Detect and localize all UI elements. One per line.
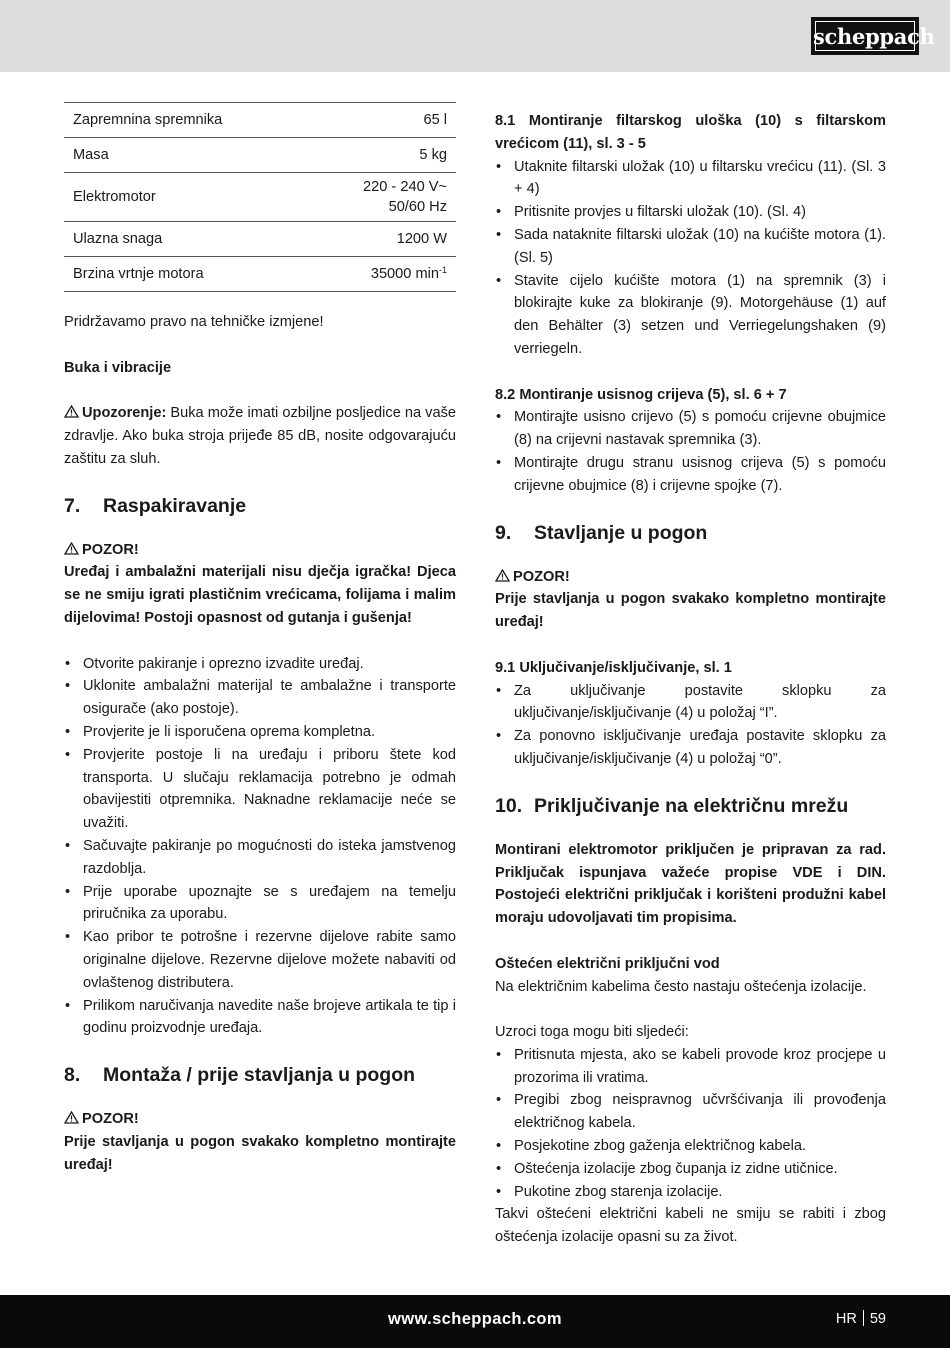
spec-value-line: 220 - 240 V~ xyxy=(363,179,447,195)
subsection-8-1-heading: 8.1 Montiranje filtarskog uloška (10) s filtarskom vrećicom (11), sl. 3 - 5 xyxy=(495,113,886,152)
hose-mount-list xyxy=(495,406,886,497)
subsection-8-2-heading: 8.2 Montiranje usisnog crijeva (5), sl. 6 + 7 xyxy=(495,386,787,403)
spec-value: 65 l xyxy=(308,103,457,138)
spec-label: Brzina vrtnje motora xyxy=(64,257,308,292)
list-item: • Prije uporabe upoznajte se s uređajem na temelju priručnika za uporabu. xyxy=(64,881,456,927)
section-title: Raspakiravanje xyxy=(103,494,247,517)
list-item: • Utaknite filtarski uložak (10) u filtarsku vrećicu (11). (Sl. 3 + 4) xyxy=(495,156,886,202)
spec-label: Elektromotor xyxy=(64,173,308,222)
switch-list xyxy=(495,680,886,771)
website-link[interactable]: www.scheppach.com xyxy=(388,1310,562,1328)
section-7-heading xyxy=(64,493,456,519)
filter-mount-list xyxy=(495,156,886,361)
pozor-label xyxy=(495,566,886,589)
spec-value-text: 35000 min xyxy=(370,266,439,282)
section-number: 10. xyxy=(495,794,523,817)
list-item: • Sada nataknite filtarski uložak (10) na kućište motora (1). (Sl. 5) xyxy=(495,224,886,270)
section-title: Stavljanje u pogon xyxy=(534,521,708,544)
section-10-intro: Montirani elektromotor priključen je pripravan za rad. Priključak ispunjava važeće propise VDE i DIN. Postojeći električni priključak i korišteni produžni kabel moraju udovoljavati tim propisima. xyxy=(495,841,886,927)
list-item: • Oštećenja izolacije zbog čupanja iz zidne utičnice. xyxy=(495,1158,886,1181)
page-number: 59 xyxy=(869,1311,886,1327)
language-code: HR xyxy=(835,1311,857,1327)
page-indicator xyxy=(836,1308,886,1331)
table-row xyxy=(64,173,456,222)
list-item: • Pritisnuta mjesta, ako se kabeli provode kroz procjepe u prozorima ili vratima. xyxy=(495,1044,886,1090)
list-item: • Pritisnite provjes u filtarski uložak (10). (Sl. 4) xyxy=(495,201,886,224)
spec-value: 5 kg xyxy=(308,138,457,173)
noise-warning xyxy=(64,402,456,470)
page-footer xyxy=(0,1295,950,1348)
pozor-label xyxy=(64,1108,456,1131)
list-item: • Posjekotine zbog gaženja električnog kabela. xyxy=(495,1135,886,1158)
table-row xyxy=(64,257,456,292)
list-item: • Provjerite postoje li na uređaju i priboru štete kod transporta. U slučaju reklamacija potrebno je odmah obavijestiti otpremnika. Naknadne reklamacije neće se uvažiti. xyxy=(64,744,456,835)
list-item: • Kao pribor te potrošne i rezervne dijelove rabite samo originalne dijelove. Rezervne dijelove možete nabaviti od ovlaštenog distributera. xyxy=(64,926,456,994)
warning-triangle-icon xyxy=(495,569,510,582)
section-10-heading xyxy=(495,793,886,819)
section-number: 7. xyxy=(64,494,81,517)
spec-label: Zapremnina spremnika xyxy=(64,103,308,138)
noise-warning-label: Upozorenje: xyxy=(82,405,167,422)
closing-text: Takvi oštećeni električni kabeli ne smiju se rabiti i zbog oštećenja izolacije opasni su za život. xyxy=(495,1206,886,1246)
spec-label: Ulazna snaga xyxy=(64,222,308,257)
section-title: Priključivanje na električnu mrežu xyxy=(534,794,849,817)
spec-value xyxy=(308,257,457,292)
spec-value: 1200 W xyxy=(308,222,457,257)
pozor-text: POZOR! xyxy=(82,1111,139,1128)
causes-list xyxy=(495,1044,886,1204)
spec-value-line: 50/60 Hz xyxy=(388,199,447,215)
warning-triangle-icon xyxy=(64,405,79,418)
divider xyxy=(863,1310,864,1326)
damaged-cable-text: Na električnim kabelima često nastaju oštećenja izolacije. xyxy=(495,978,867,995)
list-item: • Otvorite pakiranje i oprezno izvadite uređaj. xyxy=(64,653,456,676)
list-item: • Pregibi zbog neispravnog učvršćivanja ili provođenja električnog kabela. xyxy=(495,1089,886,1135)
list-item: • Prilikom naručivanja navedite naše brojeve artikala te tip i godinu proizvodnje uređaja. xyxy=(64,995,456,1041)
right-column xyxy=(495,110,886,1249)
spec-value xyxy=(308,173,457,222)
noise-heading: Buka i vibracije xyxy=(64,359,172,376)
table-row xyxy=(64,138,456,173)
table-row xyxy=(64,103,456,138)
list-item: • Montirajte drugu stranu usisnog crijeva (5) s pomoću crijevne obujmice (8) i crijevne spojke (7). xyxy=(495,452,886,498)
causes-intro: Uzroci toga mogu biti sljedeći: xyxy=(495,1024,689,1041)
table-row xyxy=(64,222,456,257)
spec-value-exponent: -1 xyxy=(438,265,447,275)
pozor-text: POZOR! xyxy=(82,541,139,558)
list-item: • Za uključivanje postavite sklopku za uključivanje/isključivanje (4) u položaj “I”. xyxy=(495,680,886,726)
pozor-label xyxy=(64,539,456,562)
list-item: • Pukotine zbog starenja izolacije. xyxy=(495,1181,886,1204)
section-8-heading xyxy=(64,1062,456,1088)
noise-warning-text: Buka može imati ozbiljne posljedice na vaše zdravlje. Ako buka stroja prijeđe 85 dB, nosite odgovarajuću zaštitu za sluh. xyxy=(64,405,456,467)
section-7-warning: Uređaj i ambalažni materijali nisu dječja igračka! Djeca se ne smiju igrati plastičnim vrećicama, folijama i malim dijelovima! Postoji opasnost od gutanja i gušenja! xyxy=(64,564,456,626)
list-item: • Stavite cijelo kućište motora (1) na spremnik (3) i blokirajte kuke za blokiranje (9). Motorgehäuse (1) auf den Behälter (3) setzen und Verriegelungshaken (9) verriegeln. xyxy=(495,270,886,361)
section-number: 9. xyxy=(495,521,512,544)
warning-triangle-icon xyxy=(64,1111,79,1124)
subsection-9-1-heading: 9.1 Uključivanje/isključivanje, sl. 1 xyxy=(495,659,732,676)
specs-table xyxy=(64,102,456,292)
list-item: • Uklonite ambalažni materijal te ambalažne i transporte osigurače (ako postoje). xyxy=(64,675,456,721)
left-column xyxy=(64,100,456,1177)
list-item: • Montirajte usisno crijevo (5) s pomoću crijevne obujmice (8) na crijevni nastavak spremnika (3). xyxy=(495,406,886,452)
section-8-warning: Prije stavljanja u pogon svakako kompletno montirajte uređaj! xyxy=(64,1133,456,1173)
list-item: • Provjerite je li isporučena oprema kompletna. xyxy=(64,721,456,744)
section-number: 8. xyxy=(64,1064,81,1087)
list-item: • Za ponovno isključivanje uređaja postavite sklopku za uključivanje/isključivanje (4) u položaj “0”. xyxy=(495,725,886,771)
section-9-warning: Prije stavljanja u pogon svakako kompletno montirajte uređaj! xyxy=(495,591,886,631)
damaged-cable-heading: Oštećen električni priključni vod xyxy=(495,955,720,972)
warning-triangle-icon xyxy=(64,542,79,555)
spec-label: Masa xyxy=(64,138,308,173)
list-item: • Sačuvajte pakiranje po mogućnosti do isteka jamstvenog razdoblja. xyxy=(64,835,456,881)
section-9-heading xyxy=(495,520,886,546)
brand-logo: scheppach xyxy=(811,17,919,55)
tech-note: Pridržavamo pravo na tehničke izmjene! xyxy=(64,314,324,330)
pozor-text: POZOR! xyxy=(513,568,570,585)
unpacking-list xyxy=(64,653,456,1041)
page-header xyxy=(0,0,950,72)
section-title: Montaža / prije stavljanja u pogon xyxy=(103,1064,416,1087)
